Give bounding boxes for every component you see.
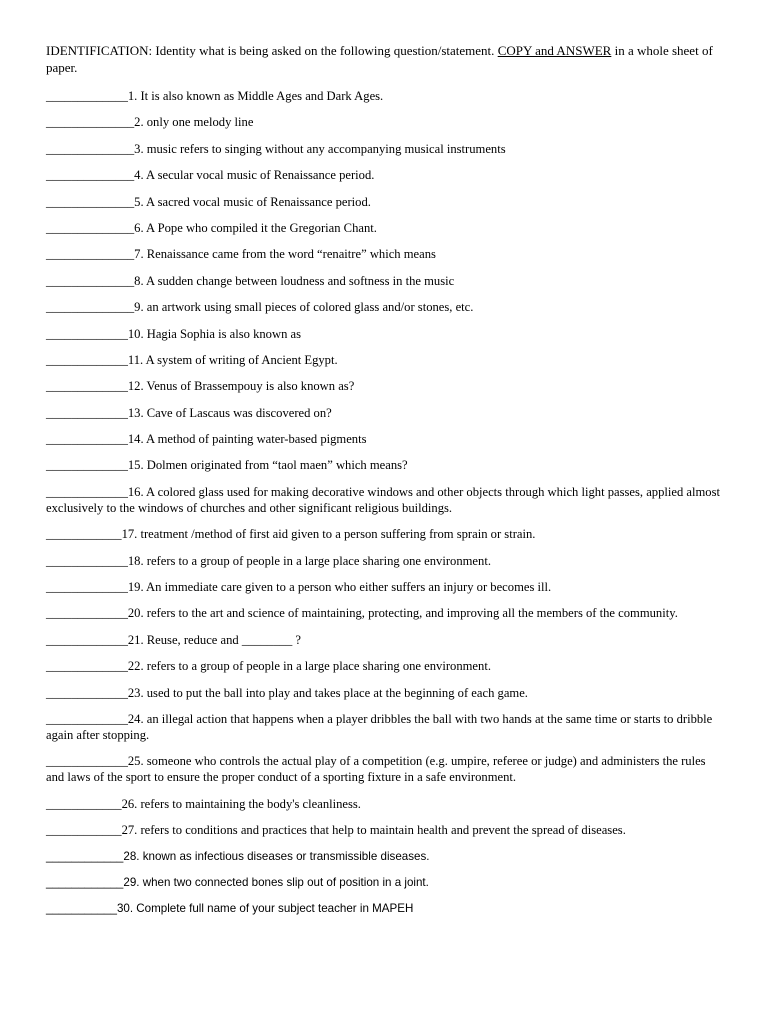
question-text: 1. It is also known as Middle Ages and Dark Ages. xyxy=(127,89,384,103)
question-text: 22. refers to a group of people in a large place sharing one environment. xyxy=(127,659,491,674)
question-item xyxy=(46,605,726,621)
answer-blank: _____________ xyxy=(46,685,128,700)
question-item xyxy=(46,141,726,157)
question-text: 19. An immediate care given to a person who either suffers an injury or becomes ill. xyxy=(127,580,552,595)
question-item xyxy=(46,273,726,289)
question-text: 12. Venus of Brassempouy is also known as? xyxy=(127,379,355,394)
question-item xyxy=(46,431,726,447)
question-item xyxy=(46,875,726,891)
instructions-emphasis: COPY and ANSWER xyxy=(497,43,612,58)
instructions-tail: in a whole sheet of paper. xyxy=(46,43,713,75)
answer-blank: ____________ xyxy=(46,849,124,863)
question-item xyxy=(46,849,726,865)
question-text: 20. refers to the art and science of maintaining, protecting, and improving all the members of the community. xyxy=(127,606,678,621)
question-item xyxy=(46,822,726,838)
question-item xyxy=(46,167,726,183)
question-text: 23. used to put the ball into play and takes place at the beginning of each game. xyxy=(127,685,528,700)
answer-blank: ______________ xyxy=(46,168,135,183)
instructions-lead: IDENTIFICATION: Identity what is being asked on the following question/statement. xyxy=(46,43,495,58)
question-item xyxy=(46,457,726,473)
answer-blank: ____________ xyxy=(46,796,122,811)
question-text: 28. known as infectious diseases or transmissible diseases. xyxy=(123,849,430,863)
question-item xyxy=(46,553,726,569)
question-text: 26. refers to maintaining the body's cleanliness. xyxy=(121,796,361,811)
question-text: 13. Cave of Lascaus was discovered on? xyxy=(127,405,332,420)
question-text: 17. treatment /method of first aid given to a person suffering from sprain or strain. xyxy=(121,527,536,542)
answer-blank: ______________ xyxy=(46,115,135,130)
question-text: 24. an illegal action that happens when a player dribbles the ball with two hands at the same time or starts to dribble again after stopping. xyxy=(46,711,713,742)
answer-blank: _____________ xyxy=(46,553,128,568)
question-text: 18. refers to a group of people in a large place sharing one environment. xyxy=(127,553,491,568)
question-text: 2. only one melody line xyxy=(134,115,254,130)
answer-blank: _____________ xyxy=(46,432,128,447)
question-text: 10. Hagia Sophia is also known as xyxy=(127,326,302,341)
question-item xyxy=(46,632,726,648)
question-item xyxy=(46,711,726,743)
question-item xyxy=(46,246,726,262)
answer-blank: _____________ xyxy=(46,580,128,595)
answer-blank: ______________ xyxy=(46,247,135,262)
question-text: 11. A system of writing of Ancient Egypt. xyxy=(127,352,338,367)
question-text: 21. Reuse, reduce and ________ ? xyxy=(127,632,301,647)
question-text: 15. Dolmen originated from “taol maen” which means? xyxy=(127,458,408,473)
question-item xyxy=(46,326,726,342)
answer-blank: _____________ xyxy=(46,659,128,674)
question-item xyxy=(46,352,726,368)
question-item xyxy=(46,796,726,812)
answer-blank: ______________ xyxy=(46,194,135,209)
question-text: 27. refers to conditions and practices that help to maintain health and prevent the spread of diseases. xyxy=(121,823,626,838)
question-item xyxy=(46,579,726,595)
question-text: 14. A method of painting water-based pigments xyxy=(127,432,367,447)
question-text: 9. an artwork using small pieces of colored glass and/or stones, etc. xyxy=(134,300,474,315)
question-text: 6. A Pope who compiled it the Gregorian Chant. xyxy=(134,220,377,235)
question-item xyxy=(46,685,726,701)
answer-blank: ______________ xyxy=(46,273,135,288)
question-text: 7. Renaissance came from the word “renaitre” which means xyxy=(134,247,436,262)
answer-blank: ____________ xyxy=(46,875,124,889)
answer-blank: _____________ xyxy=(46,632,128,647)
question-item xyxy=(46,405,726,421)
question-item xyxy=(46,658,726,674)
question-text: 5. A sacred vocal music of Renaissance period. xyxy=(134,194,371,209)
answer-blank: ___________ xyxy=(46,902,117,916)
question-item xyxy=(46,88,726,104)
question-text: 25. someone who controls the actual play of a competition (e.g. umpire, referee or judge) and administers the rules and laws of the sport to ensure the proper conduct of a sporting fixture in a safe environment. xyxy=(46,754,706,785)
worksheet-instructions xyxy=(46,42,726,76)
question-item xyxy=(46,220,726,236)
question-list xyxy=(46,88,726,917)
question-text: 30. Complete full name of your subject teacher in MAPEH xyxy=(116,902,414,916)
answer-blank: _____________ xyxy=(46,606,128,621)
question-item xyxy=(46,901,726,917)
question-text: 8. A sudden change between loudness and softness in the music xyxy=(134,273,455,288)
answer-blank: ______________ xyxy=(46,300,135,315)
answer-blank: ______________ xyxy=(46,141,135,156)
answer-blank: ____________ xyxy=(46,527,122,542)
answer-blank: _____________ xyxy=(46,352,128,367)
question-text: 4. A secular vocal music of Renaissance period. xyxy=(134,168,375,183)
answer-blank: _____________ xyxy=(46,484,128,499)
question-item xyxy=(46,194,726,210)
answer-blank: _____________ xyxy=(46,405,128,420)
answer-blank: _____________ xyxy=(46,754,128,769)
answer-blank: _____________ xyxy=(46,89,128,103)
question-item xyxy=(46,526,726,542)
question-item xyxy=(46,299,726,315)
question-item xyxy=(46,378,726,394)
answer-blank: ____________ xyxy=(46,823,122,838)
question-text: 29. when two connected bones slip out of position in a joint. xyxy=(123,875,429,889)
answer-blank: ______________ xyxy=(46,220,135,235)
question-item xyxy=(46,114,726,130)
question-item xyxy=(46,484,726,516)
answer-blank: _____________ xyxy=(46,711,128,726)
answer-blank: _____________ xyxy=(46,458,128,473)
question-item xyxy=(46,753,726,785)
answer-blank: _____________ xyxy=(46,326,128,341)
question-text: 3. music refers to singing without any accompanying musical instruments xyxy=(134,141,506,156)
worksheet-page xyxy=(46,42,726,928)
answer-blank: _____________ xyxy=(46,379,128,394)
question-text: 16. A colored glass used for making decorative windows and other objects through which light passes, applied almost exclusively to the windows of churches and other significant religious buildings. xyxy=(46,484,720,515)
